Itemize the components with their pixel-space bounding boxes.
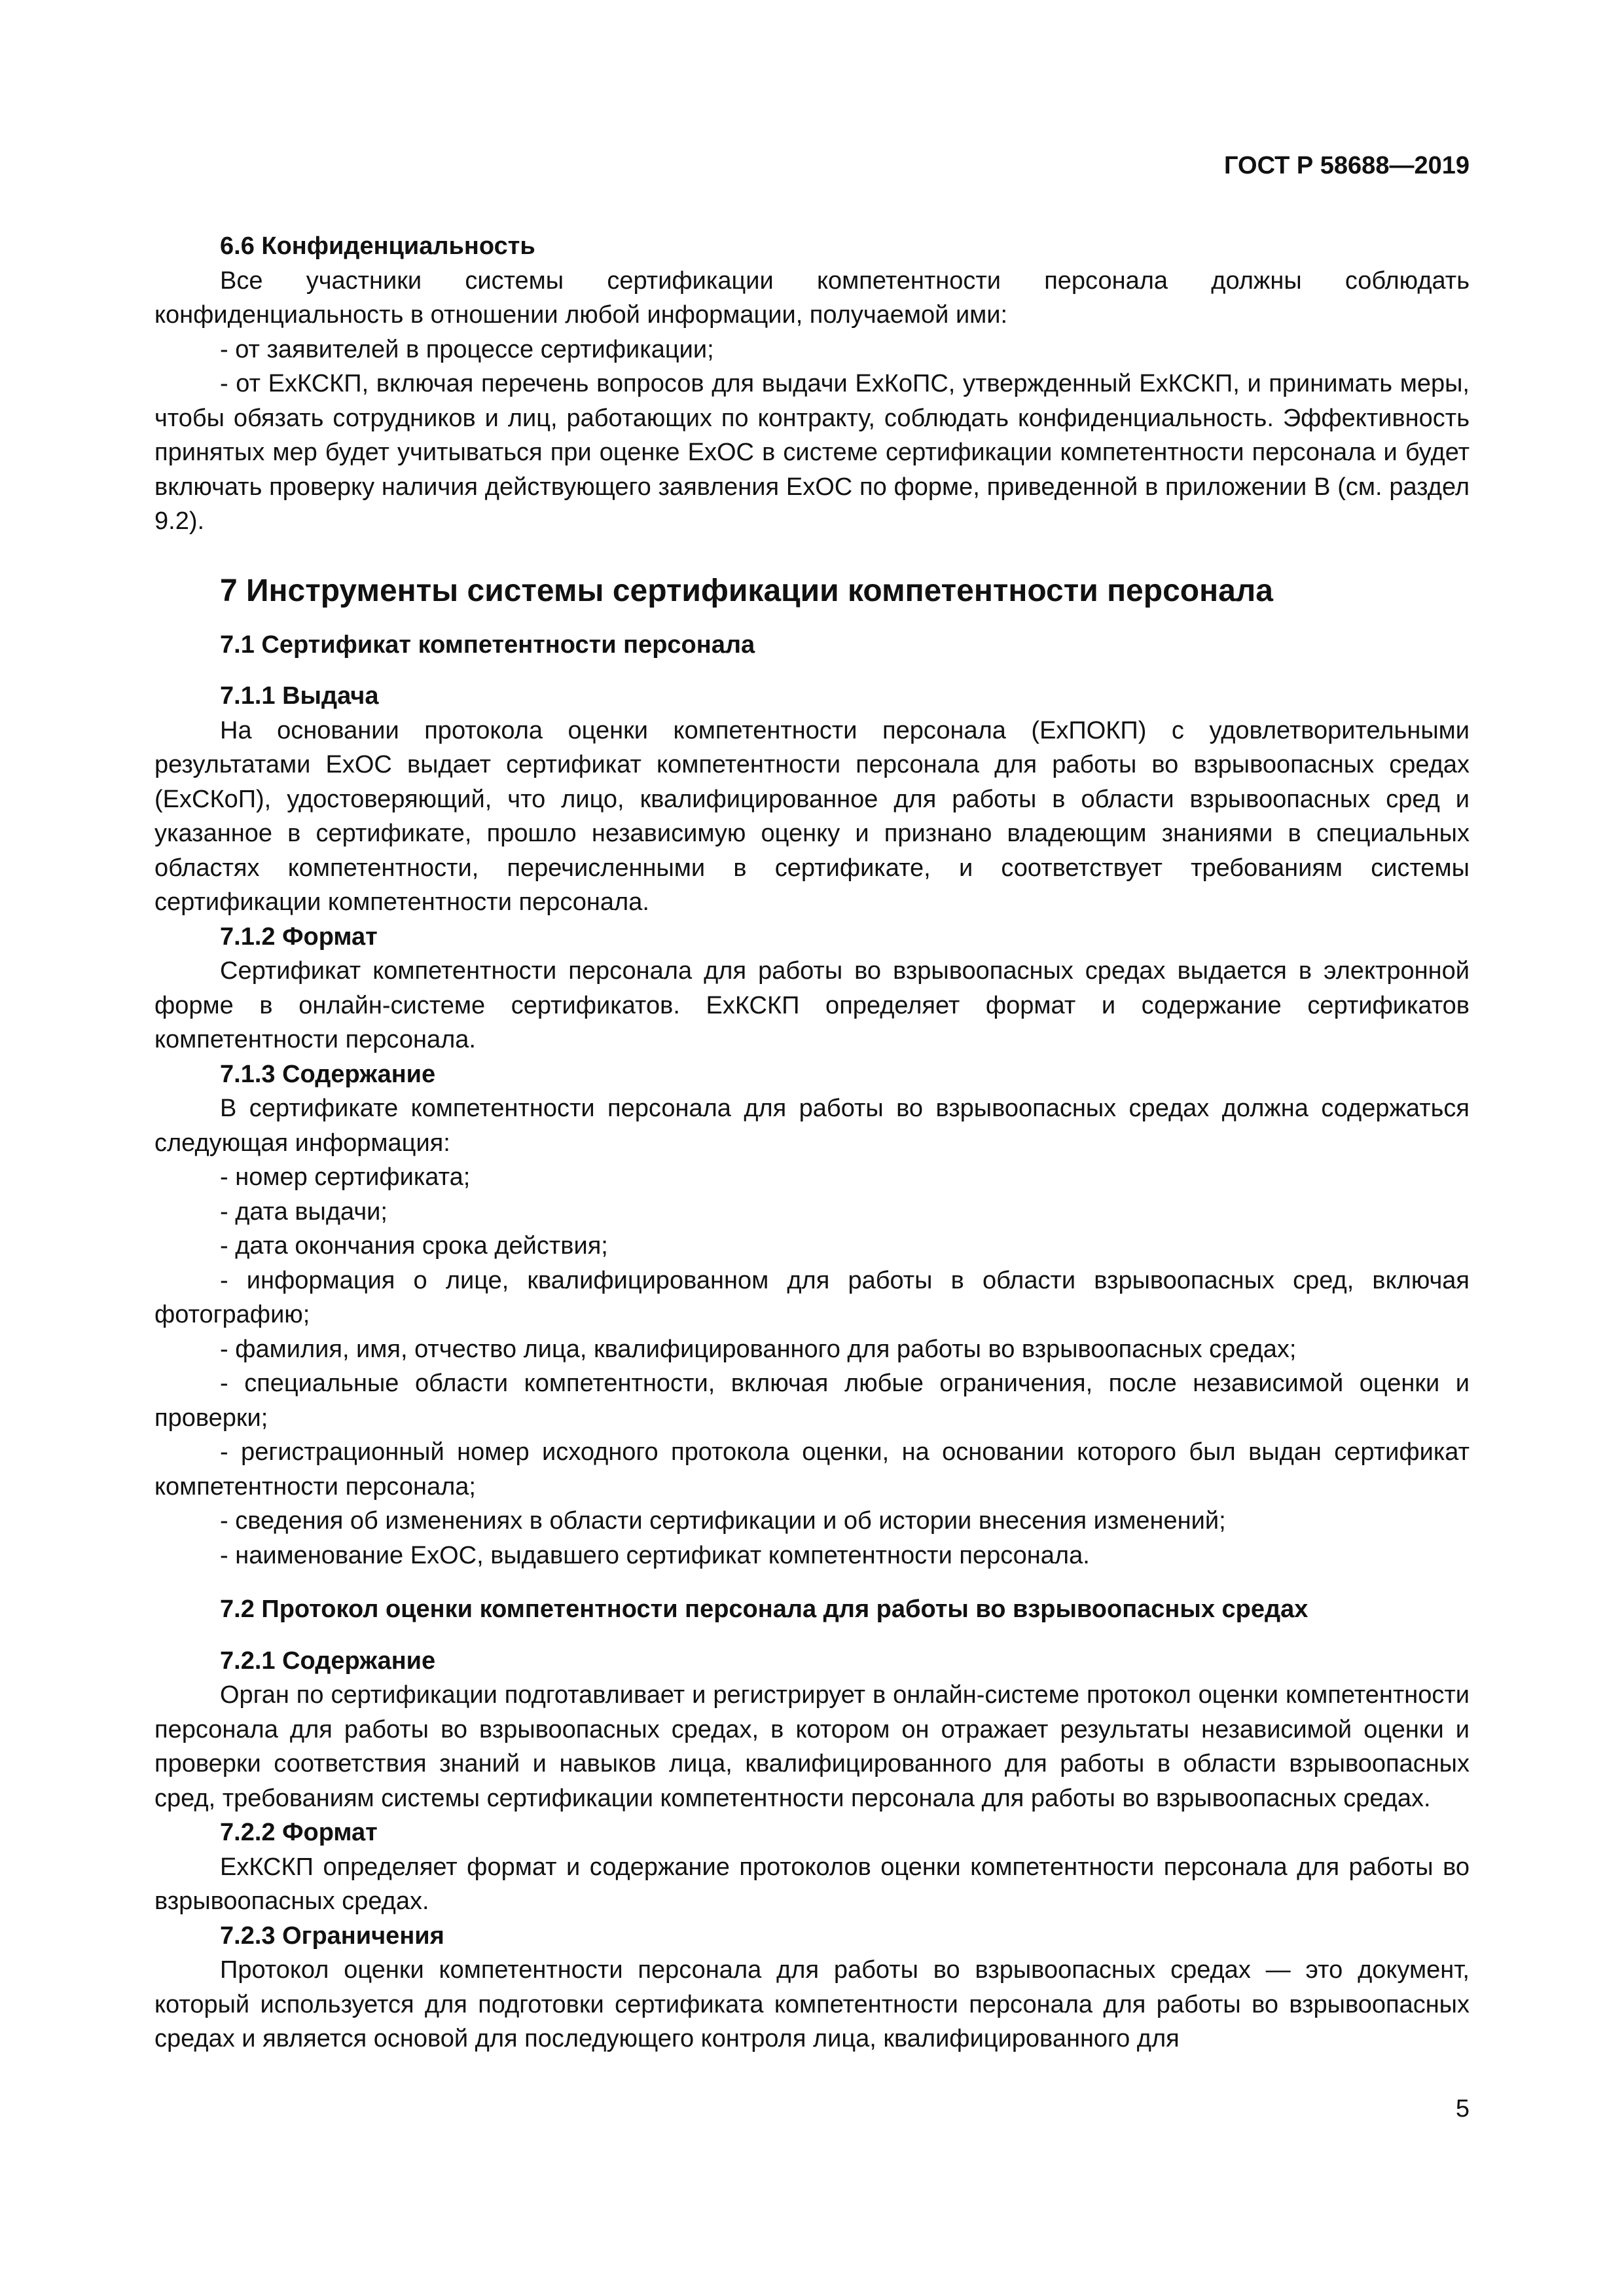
- section-7-1-1-title: 7.1.1 Выдача: [220, 682, 379, 710]
- list-item: - сведения об изменениях в области сертификации и об истории внесения изменений;: [220, 1507, 1226, 1535]
- page-number: 5: [1455, 2095, 1470, 2123]
- section-7-title: 7 Инструменты системы сертификации компетентности персонала: [220, 573, 1273, 608]
- section-7-2-2-title: 7.2.2 Формат: [220, 1819, 378, 1846]
- paragraph: В сертификате компетентности персонала для работы во взрывоопасных средах должна содержаться следующая информация:: [154, 1095, 1470, 1157]
- paragraph: На основании протокола оценки компетентности персонала (ExПОКП) с удовлетворительными результатами ExОС выдает сертификат компетентности персонала для работы во взрывоопасных средах (ExСКоП), удостоверяющий, что лицо, квалифицированное для работы в области взрывоопасных сред и указанное в сертификате, прошло независимую оценку и признано владеющим знаниями в специальных областях компетентности, перечисленными в сертификате, и соответствует требованиям системы сертификации компетентности персонала.: [154, 716, 1470, 916]
- list-item: - фамилия, имя, отчество лица, квалифицированного для работы во взрывоопасных средах;: [220, 1335, 1297, 1363]
- section-7-1-2-title: 7.1.2 Формат: [220, 922, 378, 951]
- paragraph: Все участники системы сертификации компетентности персонала должны соблюдать конфиденциальность в отношении любой информации, получаемой ими:: [154, 266, 1470, 329]
- list-item: - информация о лице, квалифицированном для работы в области взрывоопасных сред, включая фотографию;: [154, 1266, 1470, 1328]
- list-item: - от ExКСКП, включая перечень вопросов для выдачи ExКоПС, утвержденный ExКСКП, и принимать меры, чтобы обязать сотрудников и лиц, работающих по контракту, соблюдать конфиденциальность. Эффективность принятых мер будет учитываться при оценке ExОС в системе сертификации компетентности персонала и будет включать проверку наличия действующего заявления ExОС по форме, приведенной в приложении В (см. раздел 9.2).: [154, 370, 1470, 535]
- list-item: - дата окончания срока действия;: [220, 1232, 608, 1260]
- section-7-2-1-title: 7.2.1 Содержание: [220, 1647, 436, 1675]
- section-7-2-3-title: 7.2.3 Ограничения: [220, 1922, 444, 1950]
- paragraph: Сертификат компетентности персонала для работы во взрывоопасных средах выдается в электронной форме в онлайн-системе сертификатов. ExКСКП определяет формат и содержание сертификатов компетентности персонала.: [154, 957, 1470, 1053]
- paragraph: ExКСКП определяет формат и содержание протоколов оценки компетентности персонала для работы во взрывоопасных средах.: [154, 1853, 1470, 1915]
- list-item: - номер сертификата;: [220, 1163, 471, 1191]
- list-item: - специальные области компетентности, включая любые ограничения, после независимой оценки и проверки;: [154, 1370, 1470, 1432]
- list-item: - регистрационный номер исходного протокола оценки, на основании которого был выдан сертификат компетентности персонала;: [154, 1438, 1470, 1501]
- section-6-6-title: 6.6 Конфиденциальность: [220, 232, 535, 260]
- list-item: - дата выдачи;: [220, 1197, 388, 1226]
- document-id-header: ГОСТ Р 58688—2019: [1224, 152, 1470, 179]
- section-7-1-title: 7.1 Сертификат компетентности персонала: [220, 630, 755, 659]
- list-item: - от заявителей в процессе сертификации;: [220, 335, 714, 363]
- section-7-2-title: 7.2 Протокол оценки компетентности персонала для работы во взрывоопасных средах: [220, 1595, 1308, 1623]
- paragraph: Протокол оценки компетентности персонала для работы во взрывоопасных средах — это документ, который используется для подготовки сертификата компетентности персонала для работы во взрывоопасных средах и является основой для последующего контроля лица, квалифицированного для: [154, 1956, 1470, 2052]
- list-item: - наименование ExОС, выдавшего сертификат компетентности персонала.: [220, 1541, 1090, 1569]
- section-7-1-3-title: 7.1.3 Содержание: [220, 1060, 436, 1088]
- document-body: [154, 229, 1470, 2056]
- paragraph: Орган по сертификации подготавливает и регистрирует в онлайн-системе протокол оценки компетентности персонала для работы во взрывоопасных средах, в котором он отражает результаты независимой оценки и проверки соответствия знаний и навыков лица, квалифицированного для работы в области взрывоопасных сред, требованиям системы сертификации компетентности персонала для работы во взрывоопасных средах.: [154, 1681, 1470, 1812]
